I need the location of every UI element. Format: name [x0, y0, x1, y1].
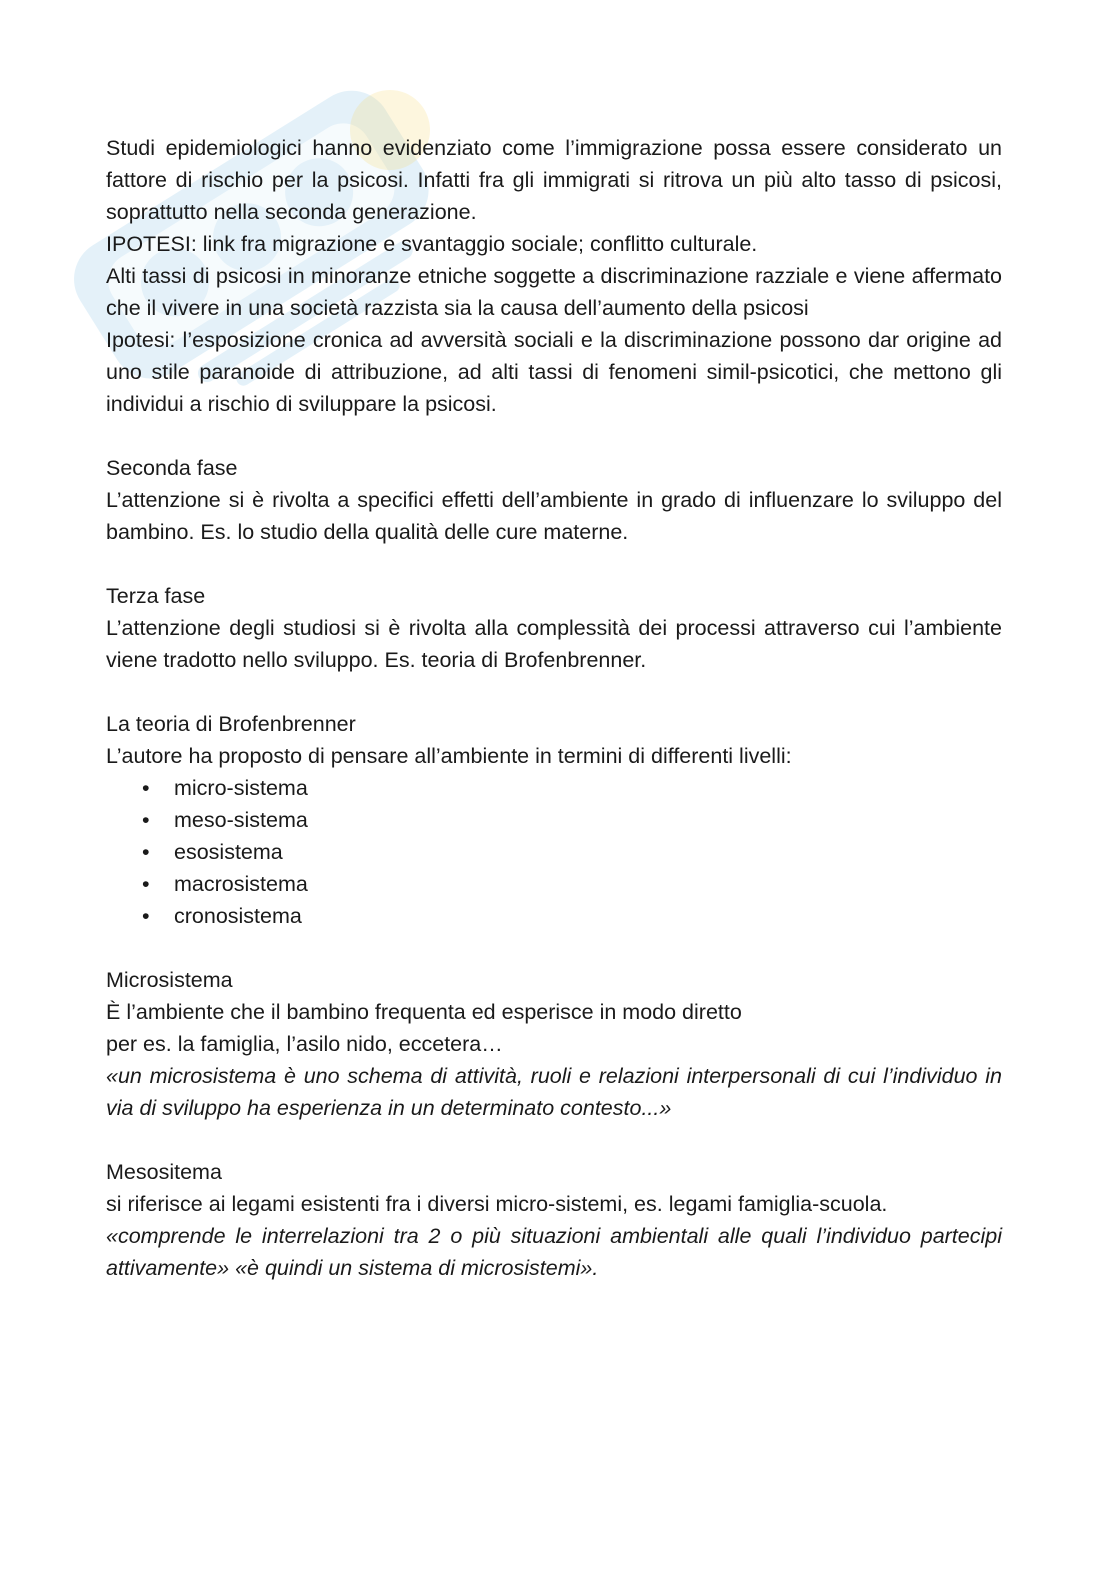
paragraph-discrimination: Alti tassi di psicosi in minoranze etniche soggette a discriminazione razziale e viene affermato che il vivere in una società razzista sia la causa dell’aumento della psicosi: [106, 264, 1002, 320]
paragraph-microsistema-1: È l’ambiente che il bambino frequenta ed esperisce in modo diretto: [106, 1000, 742, 1024]
list-item: • macrosistema: [106, 868, 1002, 900]
paragraph-immigration: Studi epidemiologici hanno evidenziato come l’immigrazione possa essere considerato un fattore di rischio per la psicosi. Infatti fra gli immigrati si ritrova un più alto tasso di psicosi, soprattutto nella seconda generazione.: [106, 136, 1002, 224]
paragraph-microsistema-2: per es. la famiglia, l’asilo nido, eccetera…: [106, 1032, 503, 1056]
heading-mesosistema: Mesositema: [106, 1160, 222, 1184]
list-item: • meso-sistema: [106, 804, 1002, 836]
list-item: • micro-sistema: [106, 772, 1002, 804]
bullet-icon: •: [142, 872, 150, 896]
heading-terza-fase: Terza fase: [106, 584, 206, 608]
paragraph-teoria-intro: L’autore ha proposto di pensare all’ambiente in termini di differenti livelli:: [106, 744, 792, 768]
quote-mesosistema: «comprende le interrelazioni tra 2 o più situazioni ambientali alle quali l’individuo partecipi attivamente» «è quindi un sistema di microsistemi».: [106, 1224, 1002, 1280]
paragraph-mesosistema: si riferisce ai legami esistenti fra i diversi micro-sistemi, es. legami famiglia-scuola.: [106, 1192, 888, 1216]
heading-teoria-brofenbrenner: La teoria di Brofenbrenner: [106, 712, 356, 736]
bullet-icon: •: [142, 840, 150, 864]
paragraph-hypothesis-2: Ipotesi: l’esposizione cronica ad avversità sociali e la discriminazione possono dar origine ad uno stile paranoide di attribuzione, ad alti tassi di fenomeni simil-psicotici, che mettono gli individui a rischio di sviluppare la psicosi.: [106, 328, 1002, 416]
bullet-icon: •: [142, 776, 150, 800]
paragraph-hypothesis-1: IPOTESI: link fra migrazione e svantaggio sociale; conflitto culturale.: [106, 232, 758, 256]
heading-microsistema: Microsistema: [106, 968, 233, 992]
list-item: • cronosistema: [106, 900, 1002, 932]
bullet-icon: •: [142, 808, 150, 832]
levels-list: [106, 772, 1002, 932]
bullet-icon: •: [142, 904, 150, 928]
paragraph-seconda-fase: L’attenzione si è rivolta a specifici effetti dell’ambiente in grado di influenzare lo sviluppo del bambino. Es. lo studio della qualità delle cure materne.: [106, 488, 1002, 544]
paragraph-terza-fase: L’attenzione degli studiosi si è rivolta alla complessità dei processi attraverso cui l’ambiente viene tradotto nello sviluppo. Es. teoria di Brofenbrenner.: [106, 616, 1002, 672]
quote-microsistema: «un microsistema è uno schema di attività, ruoli e relazioni interpersonali di cui l’individuo in via di sviluppo ha esperienza in un determinato contesto...»: [106, 1064, 1002, 1120]
document-page: [106, 132, 1002, 1284]
list-item: • esosistema: [106, 836, 1002, 868]
heading-seconda-fase: Seconda fase: [106, 456, 238, 480]
